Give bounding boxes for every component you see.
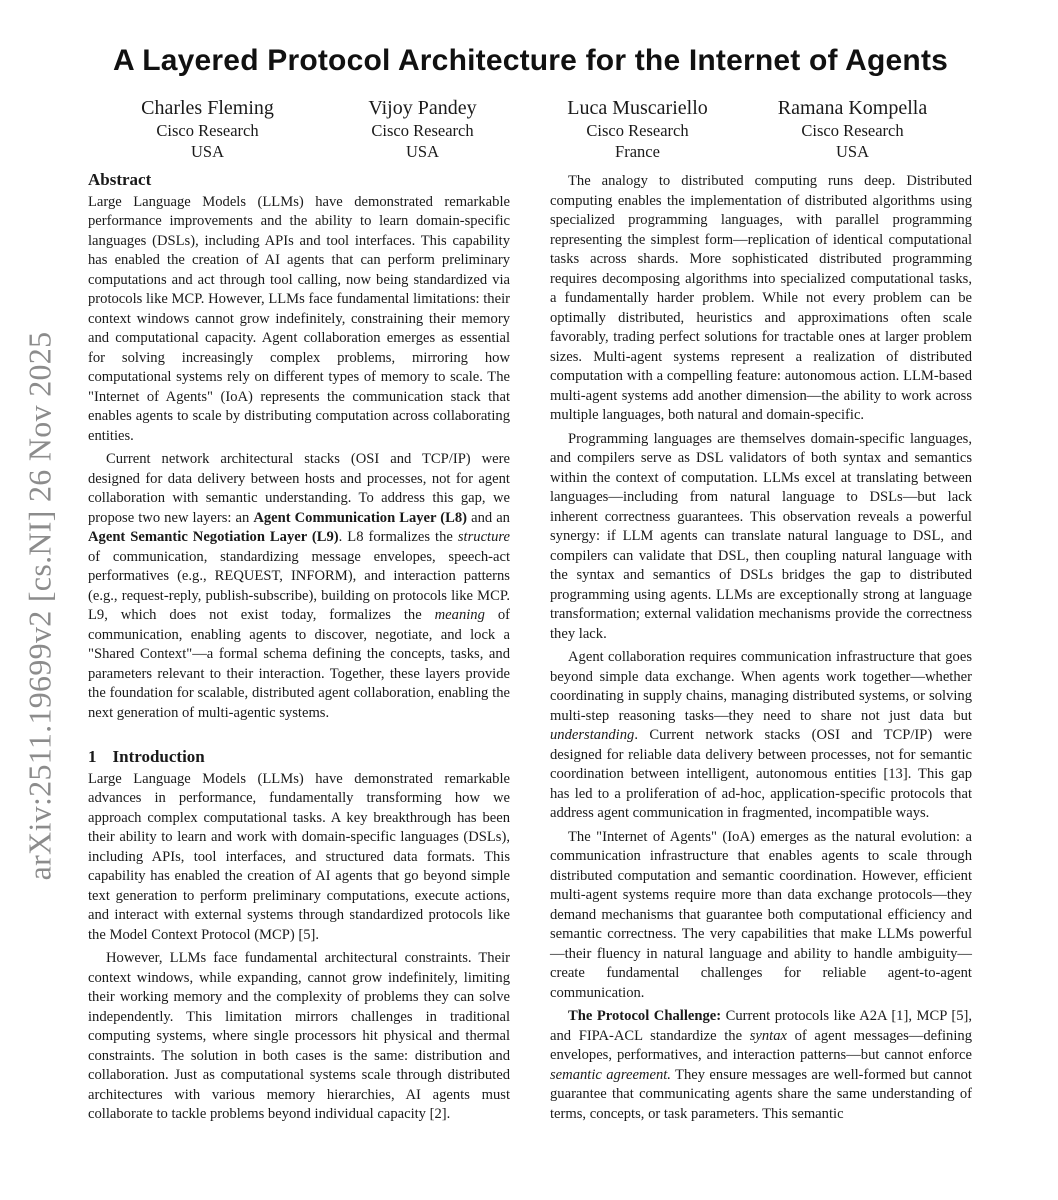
intro-paragraph-1: Large Language Models (LLMs) have demonstrated remarkable advances in performance, fundamentally transforming how we approach complex computational tasks. A key breakthrough has been their ability to learn and work with domain-specific languages (DSLs), including APIs, tool interfaces, and structured data formats. This capability has enabled the creation of AI agents that go beyond simple text generation to perform preliminary computations, execute actions, and interact with external systems through standardized protocols like the Model Context Protocol (MCP) [5]. bbox=[88, 770, 510, 943]
body-text: of agent messages—defining envelopes, performatives, and interaction patterns—but cannot enforce bbox=[550, 1027, 972, 1063]
section-title: Introduction bbox=[112, 747, 205, 766]
section-heading-introduction bbox=[88, 747, 510, 767]
author-3 bbox=[530, 96, 745, 162]
italic-term: meaning bbox=[434, 607, 485, 623]
abstract-paragraph-1: Large Language Models (LLMs) have demonstrated remarkable performance improvements and the ability to learn domain-specific languages (DSLs), including APIs and tool interfaces. This capability has enabled the creation of AI agents that can perform preliminary computations and act through tool calling, now being standardized via protocols like MCP. However, LLMs face fundamental limitations: their context windows cannot grow indefinitely, constraining their memory and computational capacity. Agent collaboration emerges as essential for solving increasingly complex problems, mirroring how computational systems rely on different types of memory to scale. The "Internet of Agents" (IoA) represents the communication stack that enables agents to scale by distributing computation across collaborating entities. bbox=[88, 193, 510, 444]
body-text: Current protocols like A2A [1], MCP [5], and FIPA-ACL standardize the bbox=[550, 1008, 973, 1044]
paper-title: A Layered Protocol Architecture for the Internet of Agents bbox=[112, 44, 949, 77]
left-column bbox=[88, 170, 510, 1125]
body-paragraph-1: The analogy to distributed computing runs deep. Distributed computing enables the implementation of distributed algorithms using specialized programming languages, with parallel programming representing the simplest form—replication of identical computational tasks across shards. More sophisticated distributed programming requires decomposing algorithms into specialized computational tasks, a fundamentally harder problem. While not every problem can be optimally distributed, heuristics and approximations often scale favorably, trading perfect solutions for tractable ones at larger problem sizes. Multi-agent systems represent a realization of distributed computation with a compelling feature: autonomous action. LLM-based multi-agent systems add another dimension—the ability to work across multiple languages, both natural and domain-specific. bbox=[550, 173, 972, 423]
abstract-text: Current network architectural stacks (OSI and TCP/IP) were designed for data delivery between hosts and processes, not for agent collaboration with semantic understanding. To address this gap, we propose two new layers: an bbox=[88, 451, 510, 526]
author-affiliation: Cisco Research bbox=[371, 121, 474, 140]
italic-term: syntax bbox=[749, 1027, 787, 1044]
body-paragraph-4: The "Internet of Agents" (IoA) emerges as the natural evolution: a communication infrastructure that enables agents to scale through distributed computation and semantic coordination. However, efficient multi-agent systems require more than data exchange protocols—they demand mechanisms that guarantee both computational efficiency and semantic correctness. The very capabilities that make LLMs powerful—their fluency in natural language and ability to handle ambiguity—create fundamental challenges for reliable agent-to-agent communication. bbox=[550, 828, 972, 1001]
italic-term: semantic agreement. bbox=[550, 1066, 671, 1083]
abstract-text: of communication, standardizing message envelopes, speech-act performatives (e.g., REQUEST, INFORM), and interaction patterns (e.g., request-reply, publish-subscribe), building on protocols like MCP. L9, which does not exist today, formalizes the bbox=[88, 548, 510, 623]
body-text: . Current network stacks (OSI and TCP/IP) were designed for reliable data delivery between processes, not for semantic coordination between intelligent, autonomous entities [13]. This gap has led to a proliferation of ad-hoc, application-specific protocols that address agent communication in fragmented, incompatible ways. bbox=[550, 727, 972, 821]
author-affiliation: Cisco Research bbox=[801, 121, 904, 140]
bold-run-in-heading: The Protocol Challenge: bbox=[568, 1008, 722, 1024]
author-affiliation: Cisco Research bbox=[586, 121, 689, 140]
body-text: Agent collaboration requires communication infrastructure that goes beyond simple data exchange. When agents work together—whether coordinating in supply chains, managing distributed systems, or solving multi-step reasoning tasks—they need to share not just data but bbox=[550, 649, 972, 724]
intro-paragraph-2: However, LLMs face fundamental architectural constraints. Their context windows, while expanding, cannot grow indefinitely, limiting their working memory and the complexity of problems they can solve independently. This limitation mirrors challenges in traditional computing systems, where single processors hit physical and thermal constraints. The solution in both cases is the same: distribution and collaboration. Just as computational systems scale through distributed architectures with various memory hierarchies, AI agents must collaborate to tackle problems beyond individual capacity [2]. bbox=[88, 950, 510, 1122]
body-paragraph-2: Programming languages are themselves domain-specific languages, and compilers serve as DSL validators of both syntax and semantics within the context of computation. LLMs excel at translating between languages—including from natural language to DSLs—but lack inherent correctness guarantees. This observation reveals a powerful synergy: if LLM agents can translate natural language to DSL, and compilers can validate that DSL, then coupling natural language with the syntax and semantics of DSLs bridges the gap to distributed programming using agents. LLMs are exceptionally strong at language transformation; external validation mechanisms provide the correctness they lack. bbox=[550, 430, 972, 642]
section-number: 1 bbox=[88, 747, 97, 766]
bold-term-l8: Agent Communication Layer (L8) bbox=[253, 509, 468, 526]
abstract-heading: Abstract bbox=[88, 170, 152, 189]
abstract-text: and an bbox=[467, 509, 510, 526]
abstract-text: of communication, enabling agents to discover, negotiate, and lock a "Shared Context"—a formal schema defining the concepts, tasks, and parameters relevant to their interaction. Together, these layers provide the foundation for scalable, distributed agent collaboration, enabling the next generation of multi-agentic systems. bbox=[88, 607, 510, 721]
author-country: USA bbox=[405, 142, 439, 161]
abstract-text: . L8 formalizes the bbox=[338, 529, 458, 545]
bold-term-l9: Agent Semantic Negotiation Layer (L9) bbox=[88, 529, 339, 545]
right-column bbox=[550, 172, 972, 1124]
italic-term: structure bbox=[457, 529, 511, 545]
body-paragraph-5 bbox=[550, 1007, 972, 1124]
italic-term: understanding bbox=[550, 727, 635, 743]
author-name: Charles Fleming bbox=[141, 97, 274, 119]
author-name: Vijoy Pandey bbox=[368, 97, 477, 119]
arxiv-identifier: arXiv:2511.19699v2 [cs.NI] 26 Nov 2025 bbox=[21, 331, 58, 881]
author-country: France bbox=[615, 142, 660, 161]
body-text: They ensure messages are well-formed but cannot guarantee that communicating agents share the same understanding of terms, concepts, or task parameters. This semantic bbox=[550, 1066, 972, 1122]
body-paragraph-3 bbox=[550, 648, 972, 824]
author-name: Ramana Kompella bbox=[777, 97, 928, 119]
abstract-paragraph-2 bbox=[88, 450, 510, 723]
author-block bbox=[100, 96, 960, 162]
author-name: Luca Muscariello bbox=[567, 97, 708, 119]
author-country: USA bbox=[190, 142, 224, 161]
author-affiliation: Cisco Research bbox=[156, 121, 259, 140]
author-4 bbox=[745, 96, 960, 162]
author-1 bbox=[100, 96, 315, 162]
author-country: USA bbox=[835, 142, 869, 161]
author-2 bbox=[315, 96, 530, 162]
